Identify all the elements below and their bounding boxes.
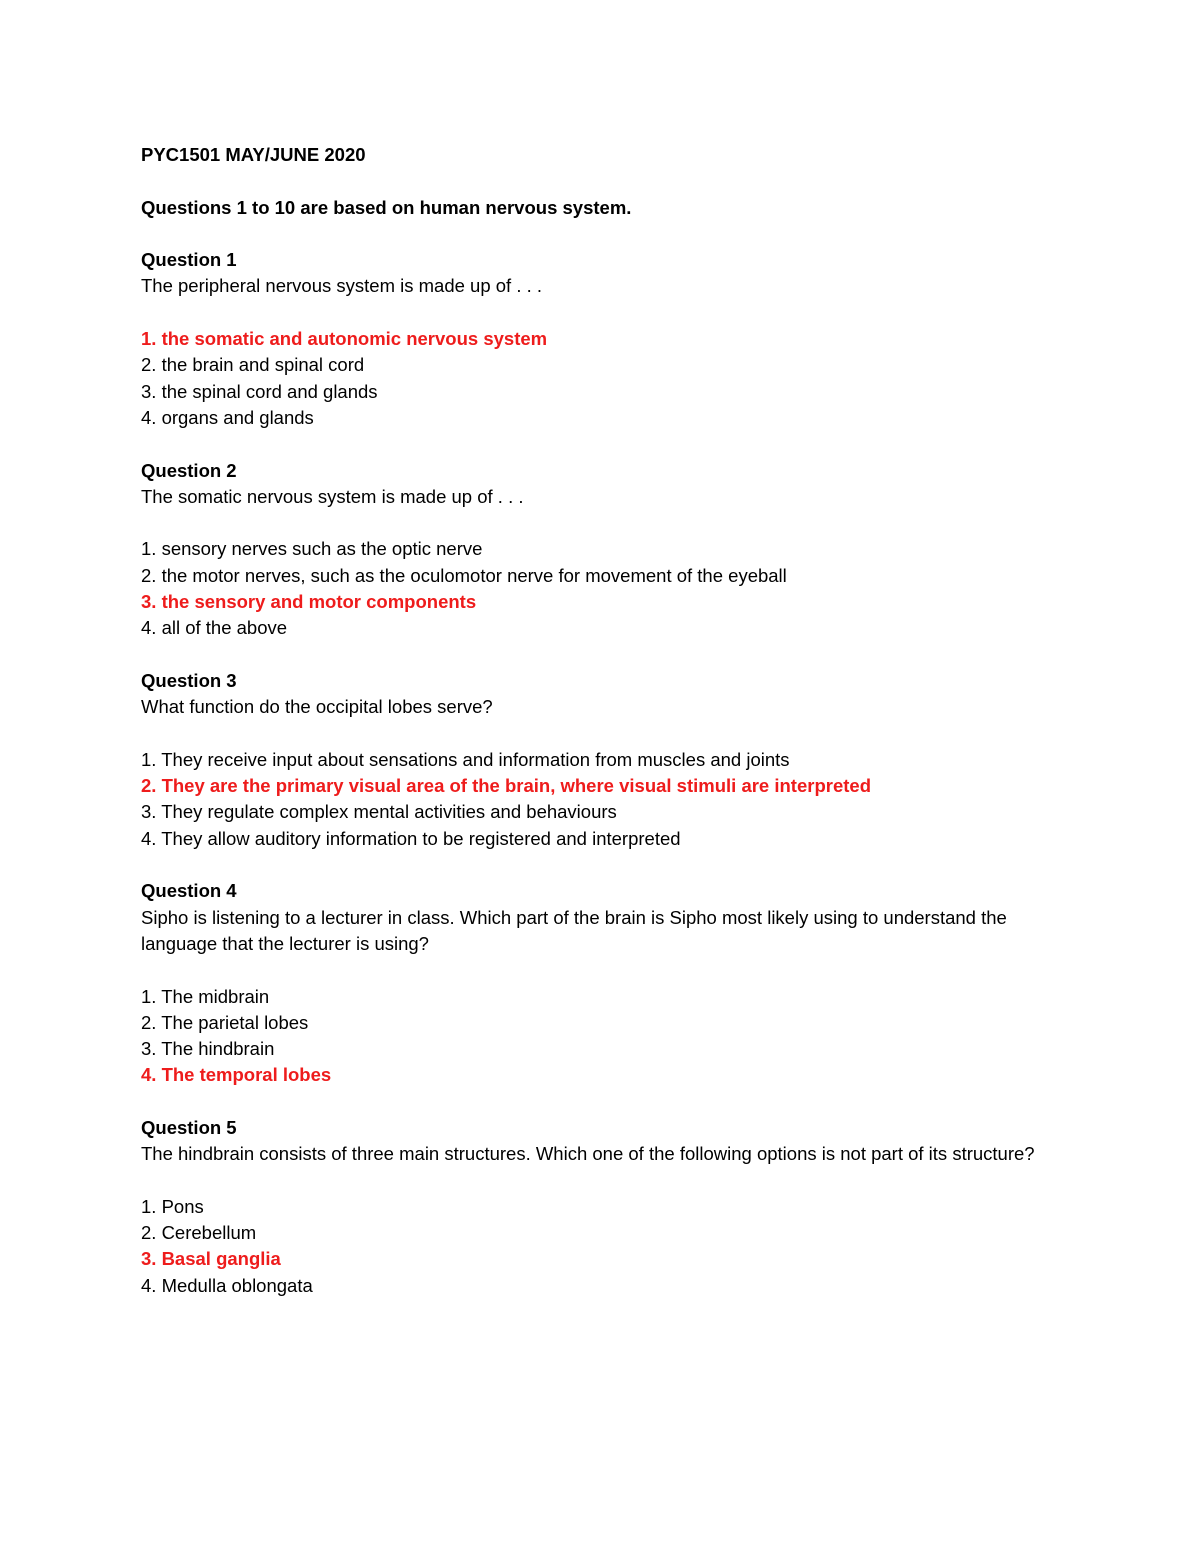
answer-option: 2. Cerebellum (141, 1222, 257, 1244)
answer-option: 3. They regulate complex mental activities and behaviours (141, 801, 617, 823)
answer-option-correct: 1. the somatic and autonomic nervous system (141, 328, 548, 350)
answer-option: 1. sensory nerves such as the optic nerve (141, 538, 483, 560)
answer-option: 1. The midbrain (141, 985, 270, 1007)
question-text: The somatic nervous system is made up of . . . (141, 485, 524, 507)
question-heading: Question 2 (141, 459, 237, 481)
answer-option-correct: 3. the sensory and motor components (141, 591, 477, 613)
answer-option: 4. They allow auditory information to be registered and interpreted (141, 827, 681, 849)
document-intro: Questions 1 to 10 are based on human nervous system. (141, 196, 632, 218)
document-title: PYC1501 MAY/JUNE 2020 (141, 144, 366, 165)
answer-option: 4. Medulla oblongata (141, 1274, 313, 1296)
answer-option: 4. organs and glands (141, 406, 314, 428)
question-text: The hindbrain consists of three main structures. Which one of the following options is not part of its structure? (141, 1143, 1035, 1165)
answer-option: 1. Pons (141, 1195, 204, 1217)
question-block-1 (141, 247, 1061, 431)
question-text: Sipho is listening to a lecturer in class. Which part of the brain is Sipho most likely using to understand the language that the lecturer is using? (141, 906, 1007, 954)
answer-option: 2. the brain and spinal cord (141, 354, 365, 376)
answer-option: 3. The hindbrain (141, 1038, 275, 1060)
question-heading: Question 5 (141, 1116, 237, 1138)
answer-option: 3. the spinal cord and glands (141, 380, 378, 402)
answer-option-correct: 2. They are the primary visual area of the brain, where visual stimuli are interpreted (141, 775, 871, 797)
question-block-5 (141, 1115, 1061, 1299)
answer-option-correct: 3. Basal ganglia (141, 1248, 281, 1270)
question-list (141, 247, 1061, 1299)
question-text: The peripheral nervous system is made up of . . . (141, 275, 543, 297)
answer-option: 4. all of the above (141, 617, 288, 639)
answer-option: 1. They receive input about sensations and information from muscles and joints (141, 748, 790, 770)
question-block-2 (141, 458, 1061, 642)
answer-option: 2. The parietal lobes (141, 1011, 309, 1033)
question-heading: Question 4 (141, 880, 237, 902)
question-block-4 (141, 878, 1061, 1088)
document-body (141, 142, 1061, 1325)
answer-option: 2. the motor nerves, such as the oculomotor nerve for movement of the eyeball (141, 564, 787, 586)
answer-option-correct: 4. The temporal lobes (141, 1064, 332, 1086)
question-heading: Question 1 (141, 249, 237, 271)
question-heading: Question 3 (141, 669, 237, 691)
question-text: What function do the occipital lobes serve? (141, 696, 493, 718)
question-block-3 (141, 668, 1061, 852)
